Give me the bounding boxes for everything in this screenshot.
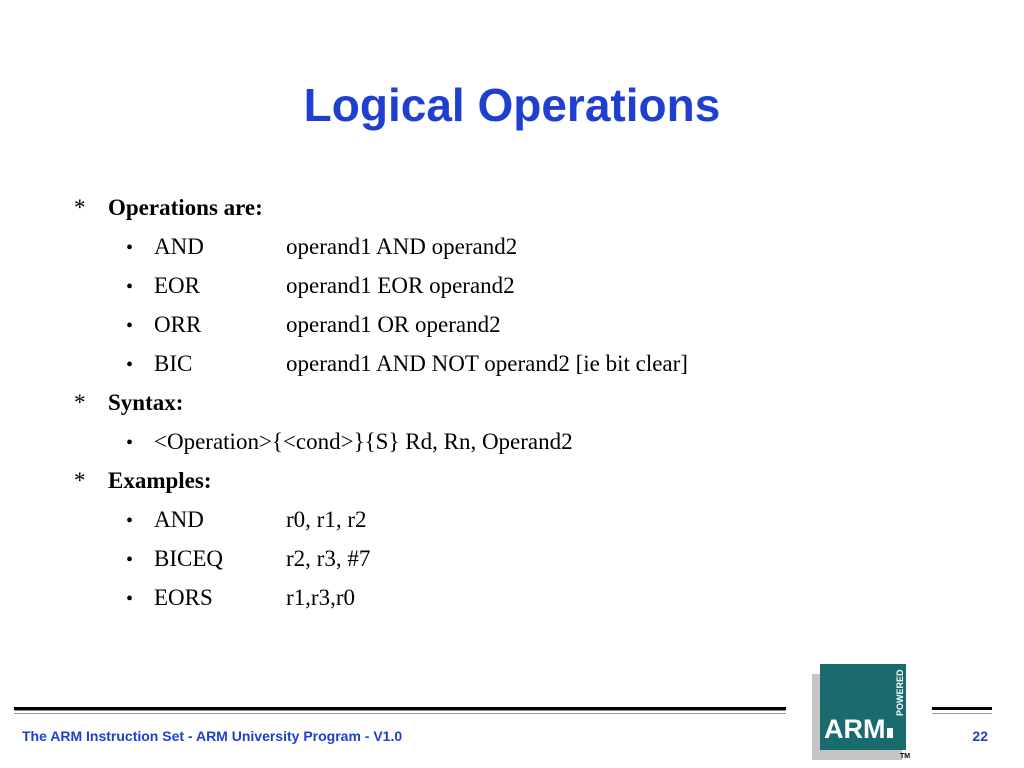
example-mnemonic: BICEQ [154, 546, 223, 571]
list-item [74, 422, 974, 461]
example-mnemonic: EORS [154, 585, 213, 610]
section-marker: * [74, 468, 86, 493]
section-label: Operations are: [108, 195, 263, 220]
example-operands: r2, r3, #7 [286, 546, 371, 571]
footer-divider-right-thin [932, 713, 992, 714]
logo-powered-text: POWERED [895, 669, 905, 716]
instruction-mnemonic: ORR [154, 312, 202, 337]
section-marker: * [74, 195, 86, 220]
section-head [74, 188, 974, 227]
logo-block [887, 728, 893, 738]
bullet-icon: • [126, 510, 134, 532]
bullet-icon: • [126, 588, 134, 610]
bullet-icon: • [126, 237, 134, 259]
slide-title: Logical Operations [303, 79, 721, 131]
section-label: Examples: [108, 468, 212, 493]
page-number: 22 [972, 728, 988, 744]
instruction-mnemonic: EOR [154, 273, 200, 298]
section-marker: * [74, 390, 86, 415]
section-examples [74, 461, 974, 617]
section-head [74, 383, 974, 422]
instruction-mnemonic: AND [154, 234, 204, 259]
list-item [74, 539, 974, 578]
section-syntax [74, 383, 974, 461]
footer-divider [14, 707, 786, 711]
footer-divider-right [932, 707, 992, 710]
instruction-description: operand1 EOR operand2 [286, 273, 515, 298]
slide-content [74, 188, 974, 617]
instruction-description: operand1 AND operand2 [286, 234, 518, 259]
instruction-mnemonic: BIC [154, 351, 193, 376]
section-label: Syntax: [108, 390, 184, 415]
bullet-icon: • [126, 276, 134, 298]
example-operands: r0, r1, r2 [286, 507, 367, 532]
bullet-icon: • [126, 315, 134, 337]
example-mnemonic: AND [154, 507, 204, 532]
bullet-icon: • [126, 354, 134, 376]
list-item [74, 578, 974, 617]
example-operands: r1,r3,r0 [286, 585, 355, 610]
list-item [74, 500, 974, 539]
footer-text: The ARM Instruction Set - ARM University Program - V1.0 [22, 728, 403, 744]
instruction-description: operand1 OR operand2 [286, 312, 501, 337]
list-item [74, 344, 974, 383]
list-item [74, 305, 974, 344]
logo-text: ARM [824, 714, 886, 744]
section-head [74, 461, 974, 500]
instruction-description: operand1 AND NOT operand2 [ie bit clear] [286, 351, 688, 376]
section-operations [74, 188, 974, 383]
logo-trademark: TM [900, 753, 911, 760]
bullet-icon: • [126, 432, 134, 454]
list-item [74, 227, 974, 266]
list-item [74, 266, 974, 305]
syntax-text: <Operation>{<cond>}{S} Rd, Rn, Operand2 [154, 429, 573, 454]
footer-divider-thin [14, 713, 786, 714]
bullet-icon: • [126, 549, 134, 571]
arm-powered-logo [812, 664, 912, 760]
